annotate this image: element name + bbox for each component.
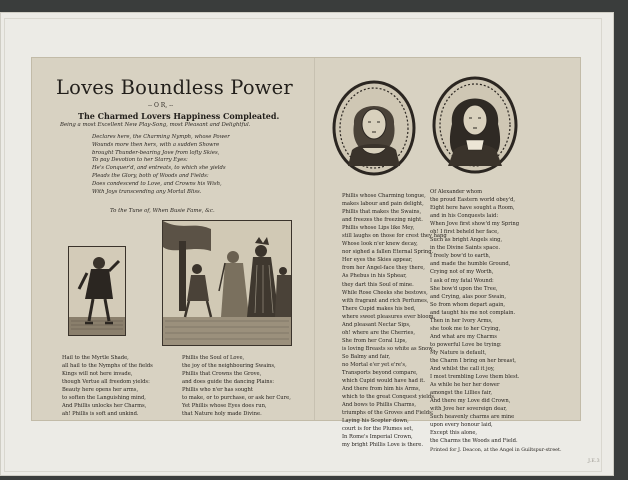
verse-line: So from whom depart again, [430, 301, 506, 308]
intro-line: Does condescend to Love, and Crowns his Wish, [92, 180, 222, 187]
verse-line: I freely bow'd to earth, [430, 253, 491, 260]
verse-line: and freezes the freezing night. [342, 217, 423, 224]
verse-line: oh! where are the Cherries, [342, 329, 416, 336]
verse-line: While Rose Cheeks she bestows, [342, 289, 428, 296]
verse-column-2 [182, 354, 314, 418]
verse-line: Kings will not here invade, [62, 371, 133, 378]
verse-line: Her eyes the Skies appear, [342, 257, 413, 264]
broadside-sheet [32, 58, 580, 453]
verse-line: Eight here have sought a Room, [430, 205, 515, 212]
verse-line: So Balmy and fair, [342, 353, 391, 360]
ballad-description: Being a most Excellent New Play-Song, most Pleasant and Delightful. [60, 122, 251, 128]
album-corner-note: J.E.3 [588, 458, 600, 464]
verse-line: I ask of my fatal Wound: [430, 277, 494, 284]
verse-line: And whilst the call it joy, [430, 366, 495, 373]
verse-line: she took me to her Crying, [430, 325, 501, 332]
verse-line: And Phillis unlocks her Charms, [62, 403, 147, 410]
verse-line: Such as bright Angels sing, [430, 237, 503, 244]
verse-line: My Nature is default, [430, 349, 487, 356]
verse-line: and Crying, alas poor Swain, [430, 293, 506, 300]
woodcut-man-image [68, 246, 126, 336]
verse-line: to soften the Languishing mind, [62, 395, 146, 402]
verse-line: amongst the Lillies fair, [430, 390, 493, 397]
verse-line: Yet Phillis whose Eyes does run, [182, 403, 267, 410]
verse-line: And pleasant Nectar Sips, [342, 321, 411, 328]
verse-line: no Mortal e'er yet e're's, [342, 361, 407, 368]
verse-line: As while he her her dower [430, 382, 500, 389]
verse-line: the joy of the neighbouring Swains, [182, 363, 276, 370]
verse-line: makes labour and pain delight, [342, 201, 424, 208]
verse-line: to powerful Love be trying: [430, 341, 502, 348]
intro-line: Wounds more then hers, with a sudden Showre [92, 141, 220, 148]
verse-column-4 [430, 188, 562, 455]
verse-line: the Charm I bring on her breast, [430, 357, 517, 364]
verse-line: Phillis the Soul of Love, [182, 355, 245, 361]
verse-column-1 [62, 354, 174, 418]
portrait-woman-image [332, 80, 416, 176]
verse-line: Phillis that Crowns the Grove, [182, 371, 262, 378]
verse-line: that Nature holy made Divine. [182, 411, 262, 418]
verse-line: to make, or to purchase, or ask her Cure, [182, 395, 291, 402]
verse-line: from her Angel-face they there, [342, 265, 425, 272]
verse-line: with Jove her sovereign dear, [430, 406, 507, 413]
verse-line: still laughs on those for crest they hang [342, 233, 447, 240]
verse-line: which Cupid would have had it. [342, 378, 426, 385]
verse-line: all hail to the Nymphs of the fields [62, 363, 153, 370]
verse-line: Phillis who n'er has sought [182, 387, 253, 394]
verse-line: triumphs of the Groves and Fields: [342, 410, 434, 417]
verse-line: Transports beyond compare, [342, 370, 418, 377]
verse-line: And there my Love did Crown, [430, 398, 511, 405]
verse-line: oh! I first beheld her face, [430, 229, 499, 236]
verse-line: nor sighed a fallen Eternal Spring. [342, 249, 434, 256]
verse-line: and made the humble Ground, [430, 261, 511, 268]
verse-line: When Jove first show'd my Spring [430, 221, 520, 228]
verse-line: In Rome's Imperial Crown, [342, 434, 413, 441]
verse-line: and in his Conquests laid: [430, 213, 499, 220]
verse-line: Phillis that makes the Swains, [342, 209, 422, 216]
verse-line: And bows to Phillis Charms, [342, 402, 417, 409]
verse-line: Hail to the Myrtle Shade, [62, 355, 129, 361]
verse-line: the Charms the Woods and Field. [430, 438, 518, 445]
verse-line: And there from him his Arms, [342, 386, 421, 393]
tune-line: To the Tune of, When Busie Fame, &c. [110, 208, 215, 214]
verse-line: which to the great Conquest yields, [342, 394, 436, 401]
fold-line [314, 58, 315, 420]
verse-line: There Cupid makes his bed, [342, 305, 416, 312]
verse-line: Beauty here opens her arms, [62, 387, 139, 394]
verse-line: with fragrant and rich Perfumes, [342, 297, 429, 304]
verse-line: Whose look n'er knew decay, [342, 241, 418, 248]
portrait-man-image [432, 76, 518, 174]
intro-line: brought Thunder-bearing Jove from lofty Skies, [92, 149, 220, 156]
intro-line: Pleads the Glory, both of Woods and Fields: [92, 172, 209, 179]
imprint-line: Printed for J. Deacon, at the Angel in Guiltspur-street. [430, 447, 562, 453]
verse-line: And what are my Charms [430, 333, 497, 340]
or-separator: -- O R, -- [148, 102, 174, 109]
verse-line: Except this alone, [430, 430, 478, 437]
verse-line: Then in her Ivory Arms, [430, 317, 493, 324]
verse-line: ah! Phillis is soft and unkind. [62, 411, 139, 418]
verse-line: Phillis whose Charming tongue, [342, 193, 426, 199]
verse-line: Of Alexander whom [430, 189, 482, 195]
intro-verse [92, 134, 302, 196]
intro-line: Declares here, the Charming Nymph, whose Power [92, 134, 230, 140]
verse-line: upon every honour laid, [430, 422, 493, 429]
verse-line: As Phebus in his Sphear, [342, 273, 407, 280]
verse-line: Crying not of my Worth, [430, 269, 494, 276]
intro-line: He's Conquer'd, and entreats, to which she yields [92, 165, 226, 172]
intro-line: To pay Devotion to her Starry Eyes: [92, 157, 188, 164]
verse-line: they dart this Soul of mine. [342, 281, 414, 288]
verse-line: court is for the Plumes set, [342, 426, 414, 433]
verse-line: Laying his Scepter down, [342, 418, 409, 425]
verse-line: She bow'd upon the Tree, [430, 285, 498, 292]
verse-line: Such heavenly charms are mine [430, 414, 515, 421]
verse-line: is loving Breasts so white as Snow, [342, 345, 434, 352]
verse-line: I most trembling Love them blest. [430, 374, 520, 381]
verse-line: in the Divine Saints space. [430, 245, 501, 252]
woodcut-scene-image [162, 220, 292, 346]
verse-line: and does guide the dancing Plains: [182, 379, 275, 386]
verse-line: where sweet pleasures ever bloom. [342, 313, 436, 320]
verse-line: though Vertue all freedom yields: [62, 379, 150, 386]
verse-line: the proud Eastern world obey'd, [430, 197, 516, 204]
verse-line: and taught his me not complain. [430, 309, 516, 316]
intro-line: With Joys transcending any Mortal Bliss. [92, 188, 202, 195]
verse-line: Phillis whose Lips like Mey, [342, 225, 415, 232]
ballad-title: Loves Boundless Power [56, 76, 293, 99]
verse-line: my bright Phillis Love is there. [342, 442, 424, 449]
verse-line: She from her Coral Lips, [342, 337, 407, 344]
ballad-subtitle: The Charmed Lovers Happiness Compleated. [78, 111, 280, 121]
